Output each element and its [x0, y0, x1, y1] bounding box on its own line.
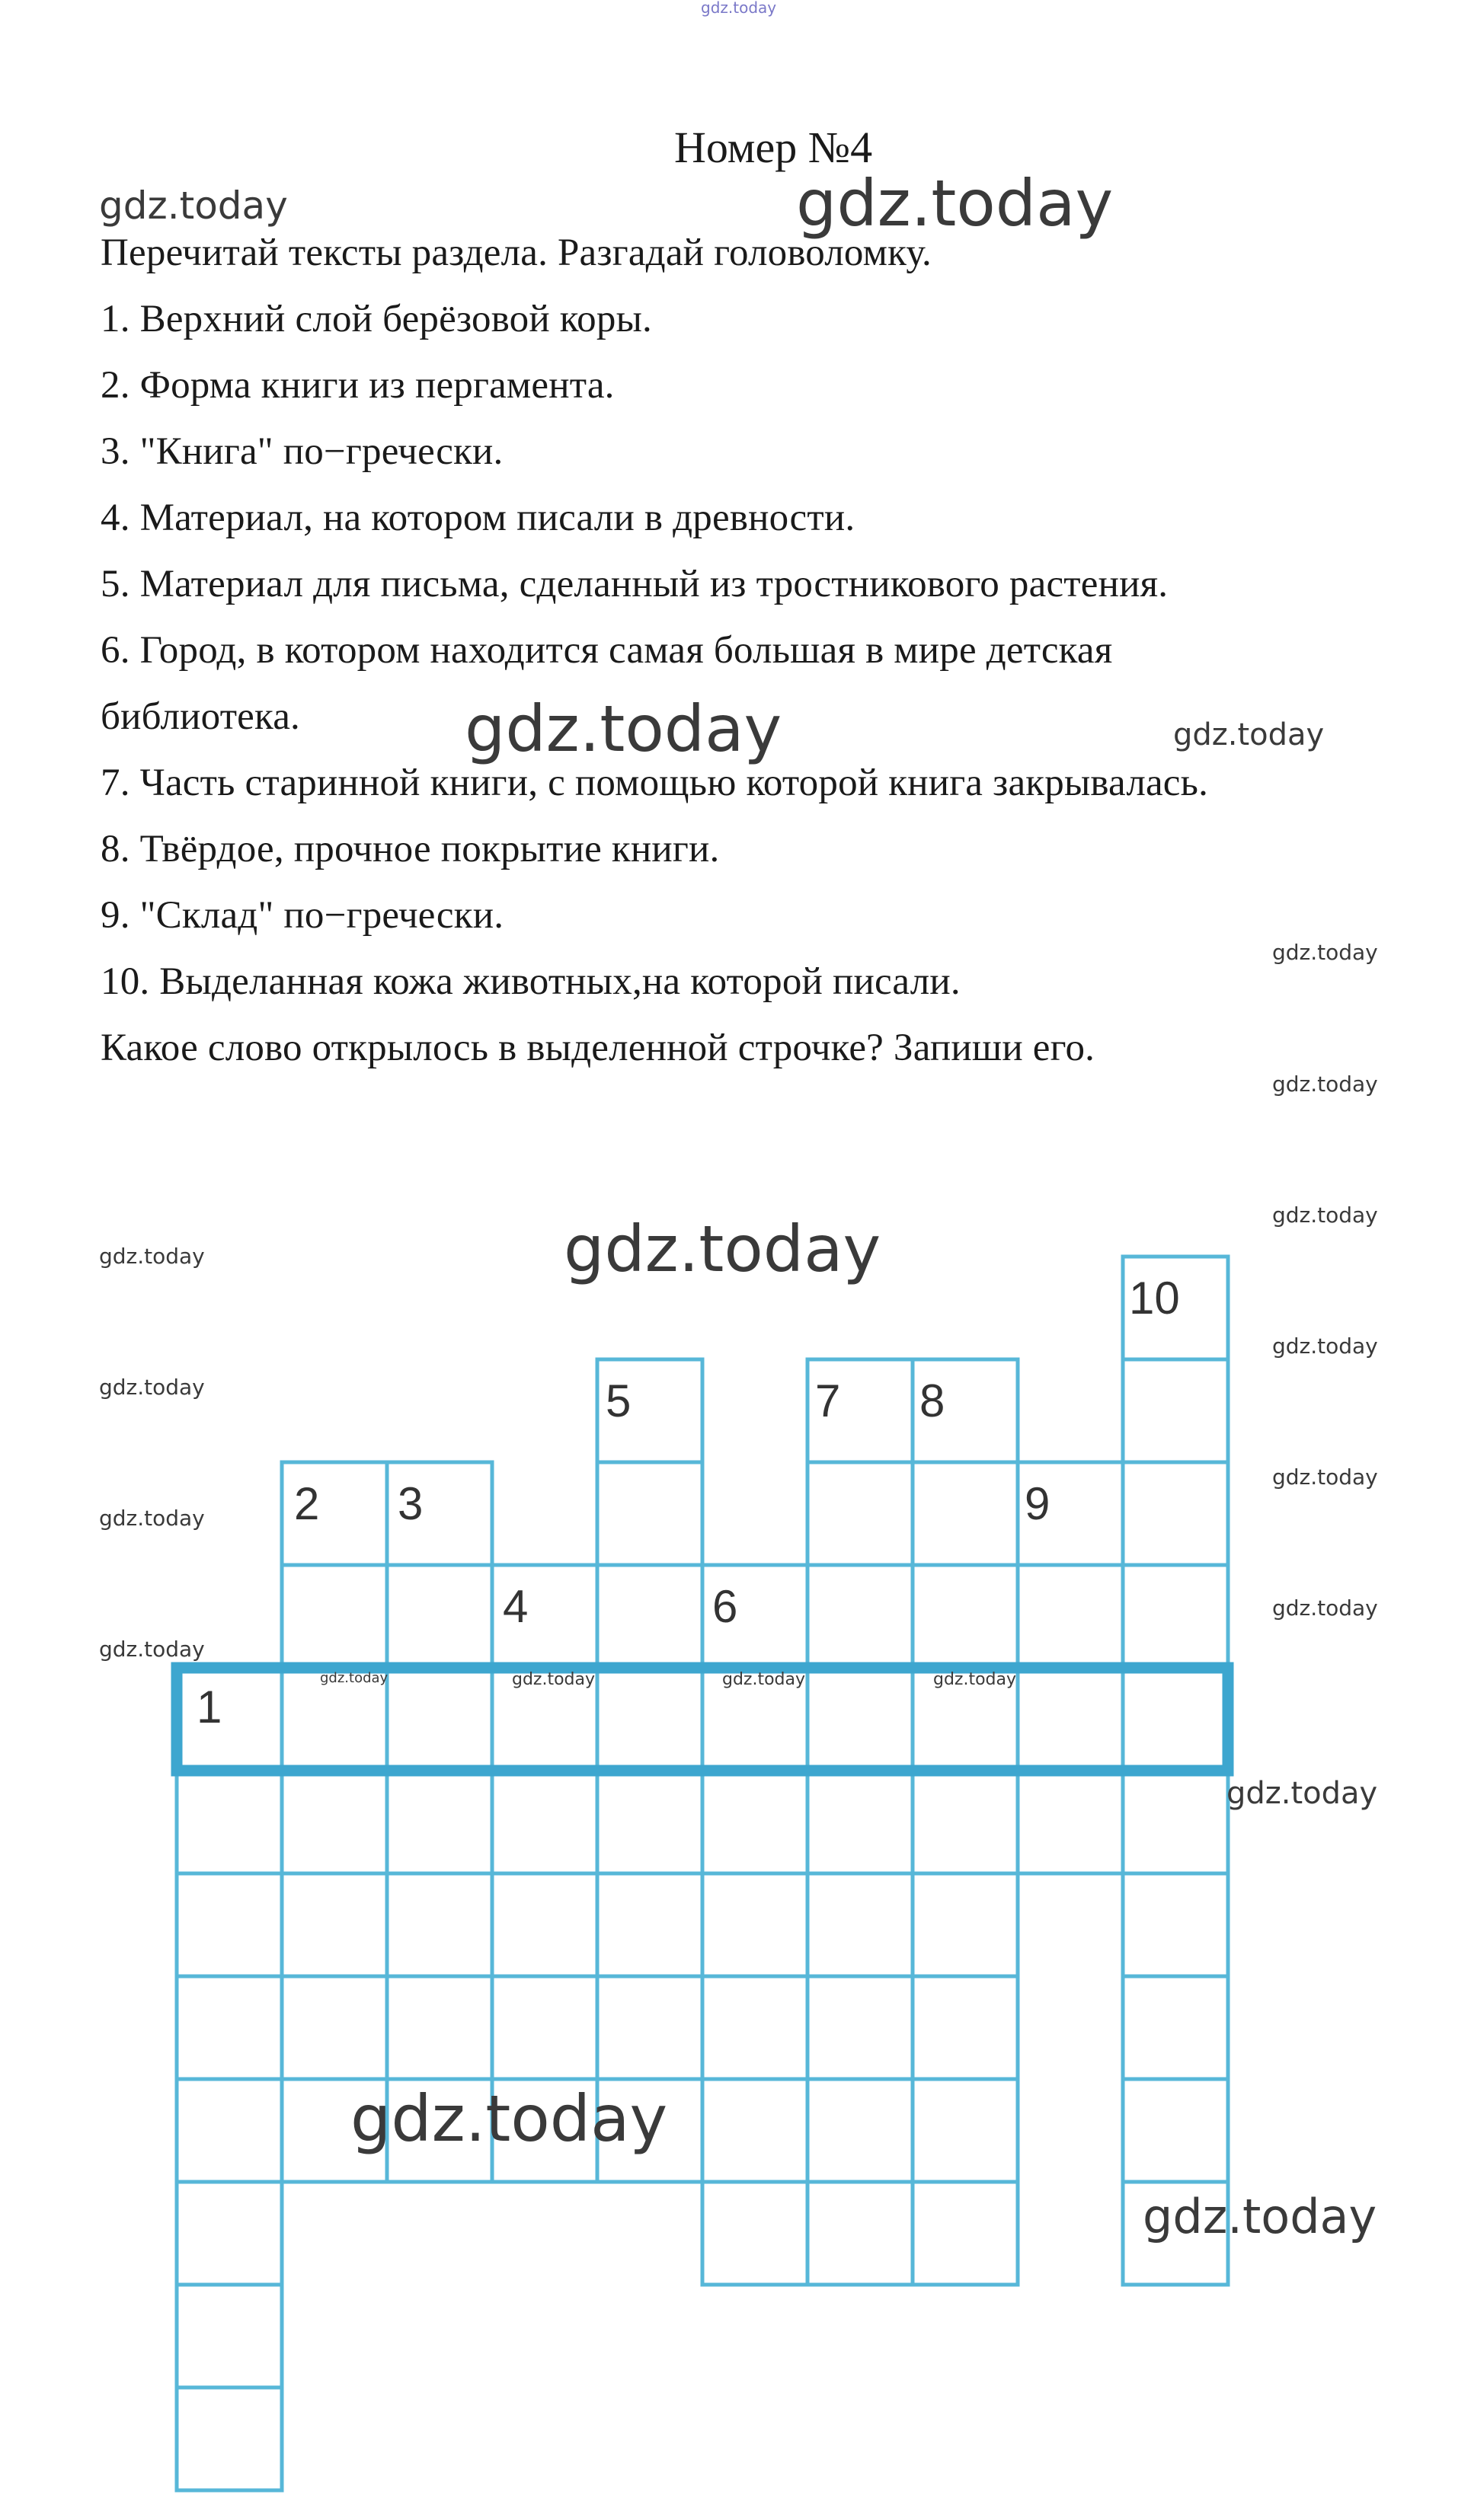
- crossword-cell: [1123, 2079, 1228, 2182]
- watermark: gdz.today: [1272, 1595, 1378, 1621]
- crossword-cell: [177, 2079, 282, 2182]
- crossword-cell: [807, 1565, 913, 1668]
- crossword-cell: [282, 1976, 387, 2079]
- crossword-cell: [597, 1771, 702, 1873]
- crossword-cell: [1123, 1462, 1228, 1565]
- watermark: gdz.today: [1143, 2189, 1377, 2244]
- watermark: gdz.today: [1272, 1203, 1378, 1228]
- crossword-cell: [1018, 1565, 1123, 1668]
- crossword-cell: [492, 1771, 597, 1873]
- watermark: gdz.today: [512, 1670, 596, 1689]
- watermark: gdz.today: [1173, 717, 1325, 752]
- watermark: gdz.today: [99, 1244, 205, 1269]
- crossword-cell: [597, 1565, 702, 1668]
- crossword-cell: [282, 1873, 387, 1976]
- crossword-cell: [913, 1771, 1018, 1873]
- crossword-cell: [807, 2182, 913, 2285]
- crossword-cell: [702, 1873, 807, 1976]
- watermark: gdz.today: [99, 184, 288, 228]
- watermark: gdz.today: [1226, 1776, 1378, 1811]
- crossword-cell: [807, 1462, 913, 1565]
- clue-9: 9. "Склад" по−гречески.: [101, 894, 504, 937]
- crossword-cell: [1123, 1976, 1228, 2079]
- crossword-cell: [913, 1462, 1018, 1565]
- crossword-cell: [1018, 1668, 1123, 1771]
- clue-6: 6. Город, в котором находится самая большая в мире детская: [101, 629, 1113, 672]
- crossword-cell: [702, 1771, 807, 1873]
- crossword-cell: [1123, 1565, 1228, 1668]
- watermark: gdz.today: [1272, 1072, 1378, 1097]
- crossword-cell: [492, 1976, 597, 2079]
- crossword-cell: [913, 2079, 1018, 2182]
- clue-6-continued: библиотека.: [101, 695, 301, 738]
- crossword-cell: [387, 1565, 492, 1668]
- crossword-cell: [177, 1771, 282, 1873]
- crossword-cell: [597, 1873, 702, 1976]
- crossword-cell: [597, 1668, 702, 1771]
- crossword-cell: [387, 1873, 492, 1976]
- crossword-cell: [1123, 1359, 1228, 1462]
- cell-number-3: 3: [398, 1478, 424, 1529]
- clue-3: 3. "Книга" по−гречески.: [101, 430, 504, 473]
- watermark: gdz.today: [320, 1670, 389, 1686]
- cell-number-1: 1: [197, 1682, 222, 1733]
- crossword-cell: [913, 1873, 1018, 1976]
- watermark: gdz.today: [722, 1670, 806, 1689]
- watermark: gdz.today: [796, 166, 1114, 241]
- crossword-cell: [177, 2182, 282, 2285]
- watermark: gdz.today: [1272, 940, 1378, 965]
- crossword-cell: [387, 1668, 492, 1771]
- crossword-cell: [1018, 1771, 1123, 1873]
- clue-1: 1. Верхний слой берёзовой коры.: [101, 298, 652, 340]
- watermark: gdz.today: [99, 1637, 205, 1662]
- watermark: gdz.today: [933, 1670, 1017, 1689]
- crossword-cell: [913, 2182, 1018, 2285]
- watermark: gdz.today: [99, 1506, 205, 1531]
- crossword-cell: [702, 2182, 807, 2285]
- watermark: gdz.today: [350, 2081, 668, 2156]
- crossword-cell: [597, 1462, 702, 1565]
- crossword-cell: [177, 1873, 282, 1976]
- crossword-cell: [177, 2387, 282, 2490]
- crossword-cell: [807, 1771, 913, 1873]
- crossword-cell: [913, 1565, 1018, 1668]
- crossword-cell: [387, 1771, 492, 1873]
- task-intro: Перечитай тексты раздела. Разгадай головоломку.: [101, 232, 932, 274]
- clue-10: 10. Выделанная кожа животных,на которой писали.: [101, 960, 961, 1003]
- crossword-cell: [177, 2285, 282, 2387]
- watermark: gdz.today: [99, 1375, 205, 1400]
- crossword-cell: [807, 1668, 913, 1771]
- crossword-cell: [282, 1771, 387, 1873]
- cell-number-10: 10: [1129, 1273, 1180, 1324]
- crossword-cell: [177, 1976, 282, 2079]
- watermark: gdz.today: [465, 691, 782, 766]
- clue-7: 7. Часть старинной книги, с помощью которой книга закрывалась.: [101, 762, 1209, 804]
- watermark: gdz.today: [1272, 1464, 1378, 1490]
- clue-8: 8. Твёрдое, прочное покрытие книги.: [101, 828, 720, 870]
- task-question: Какое слово открылось в выделенной строчке? Запиши его.: [101, 1027, 1095, 1069]
- clue-2: 2. Форма книги из пергамента.: [101, 364, 615, 407]
- crossword-cell: [1123, 1873, 1228, 1976]
- cell-number-7: 7: [815, 1375, 841, 1426]
- crossword-cell: [702, 2079, 807, 2182]
- clue-4: 4. Материал, на котором писали в древности.: [101, 497, 855, 539]
- crossword-cell: [597, 1976, 702, 2079]
- cell-number-9: 9: [1025, 1478, 1050, 1529]
- crossword-cell: [387, 1976, 492, 2079]
- crossword-cell: [492, 1873, 597, 1976]
- crossword-cell: [1123, 1668, 1228, 1771]
- cell-number-4: 4: [503, 1581, 529, 1632]
- cell-number-8: 8: [919, 1375, 945, 1426]
- crossword-cell: [177, 1668, 282, 1771]
- crossword-cell: [807, 1976, 913, 2079]
- crossword-cells: [177, 1257, 1228, 2490]
- clue-5: 5. Материал для письма, сделанный из тростникового растения.: [101, 563, 1169, 605]
- cell-number-5: 5: [606, 1375, 632, 1426]
- crossword-cell: [807, 2079, 913, 2182]
- page-title: Номер №4: [674, 123, 873, 172]
- watermark: gdz.today: [1272, 1333, 1378, 1359]
- crossword-cell: [282, 1565, 387, 1668]
- cell-number-6: 6: [712, 1581, 738, 1632]
- crossword-cell: [1123, 1771, 1228, 1873]
- crossword-cell: [702, 1976, 807, 2079]
- watermark-top: gdz.today: [701, 0, 777, 17]
- crossword-cell: [913, 1976, 1018, 2079]
- crossword-cell: [807, 1873, 913, 1976]
- cell-number-2: 2: [294, 1478, 320, 1529]
- watermark: gdz.today: [564, 1212, 881, 1286]
